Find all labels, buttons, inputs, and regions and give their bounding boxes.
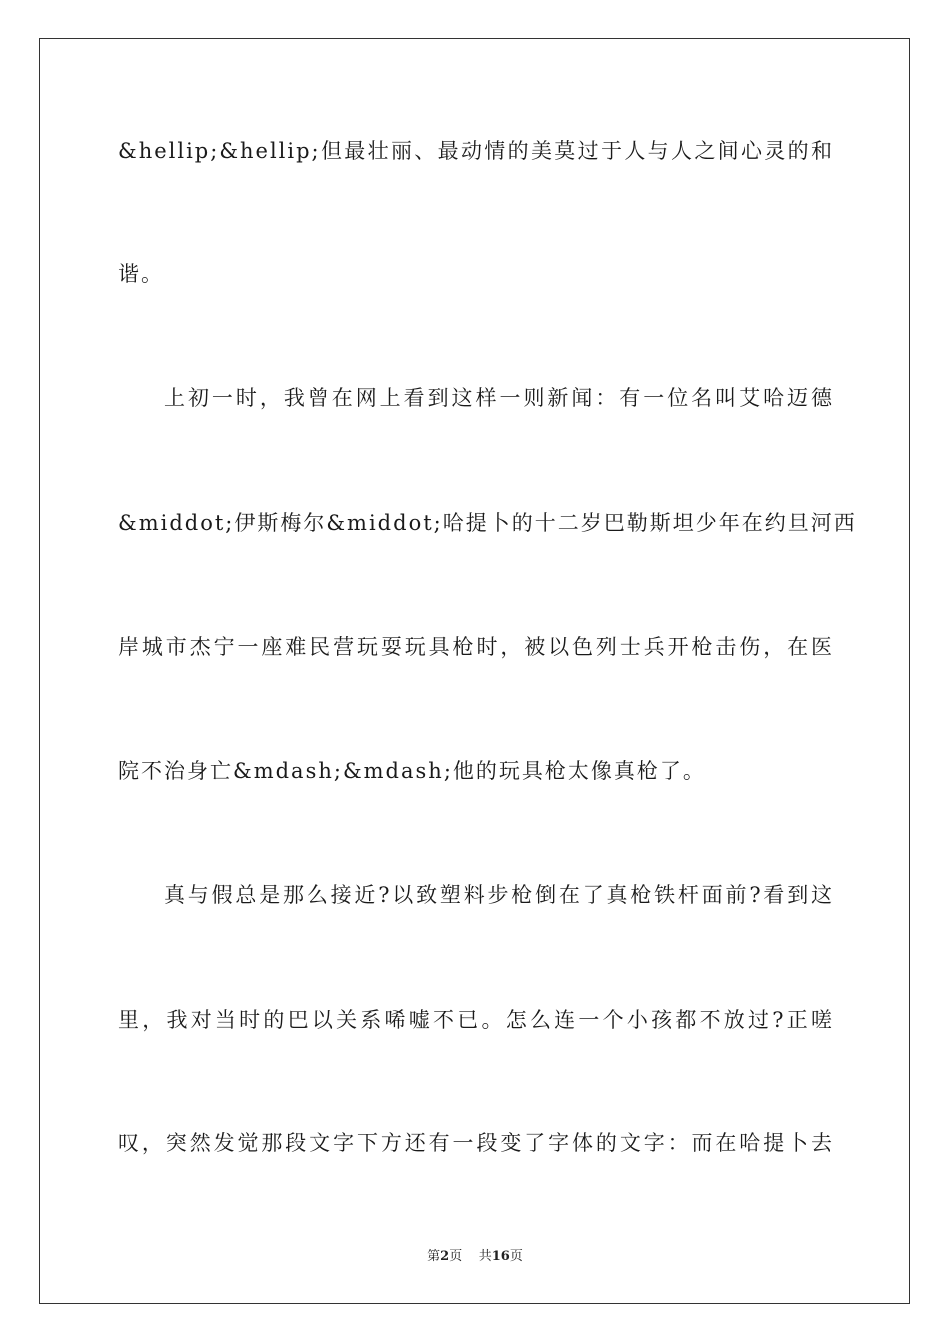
text-line: 真与假总是那么接近?以致塑料步枪倒在了真枪铁杆面前?看到这 [164,883,834,907]
page-footer [0,1245,950,1264]
footer-total-suffix: 页 [509,1249,523,1264]
text-line: 岸城市杰宁一座难民营玩耍玩具枪时，被以色列士兵开枪击伤，在医 [118,635,834,659]
text-line: 里，我对当时的巴以关系唏嘘不已。怎么连一个小孩都不放过?正嗟 [118,1008,834,1032]
text-line: 叹，突然发觉那段文字下方还有一段变了字体的文字：而在哈提卜去 [118,1131,834,1155]
footer-page-prefix: 第 [427,1249,441,1264]
text-line: 谐。 [118,262,164,286]
page-border [39,38,910,1304]
text-line: &hellip;&hellip;但最壮丽、最动情的美莫过于人与人之间心灵的和 [118,139,834,163]
text-line: &middot;伊斯梅尔&middot;哈提卜的十二岁巴勒斯坦少年在约旦河西 [118,511,857,535]
footer-page-number: 2 [440,1249,450,1264]
footer-total-prefix: 共 [478,1249,492,1264]
text-line: 上初一时，我曾在网上看到这样一则新闻：有一位名叫艾哈迈德 [164,386,834,410]
footer-total-pages: 16 [491,1249,510,1264]
text-line: 院不治身亡&mdash;&mdash;他的玩具枪太像真枪了。 [118,759,706,783]
footer-page-suffix: 页 [449,1249,463,1264]
